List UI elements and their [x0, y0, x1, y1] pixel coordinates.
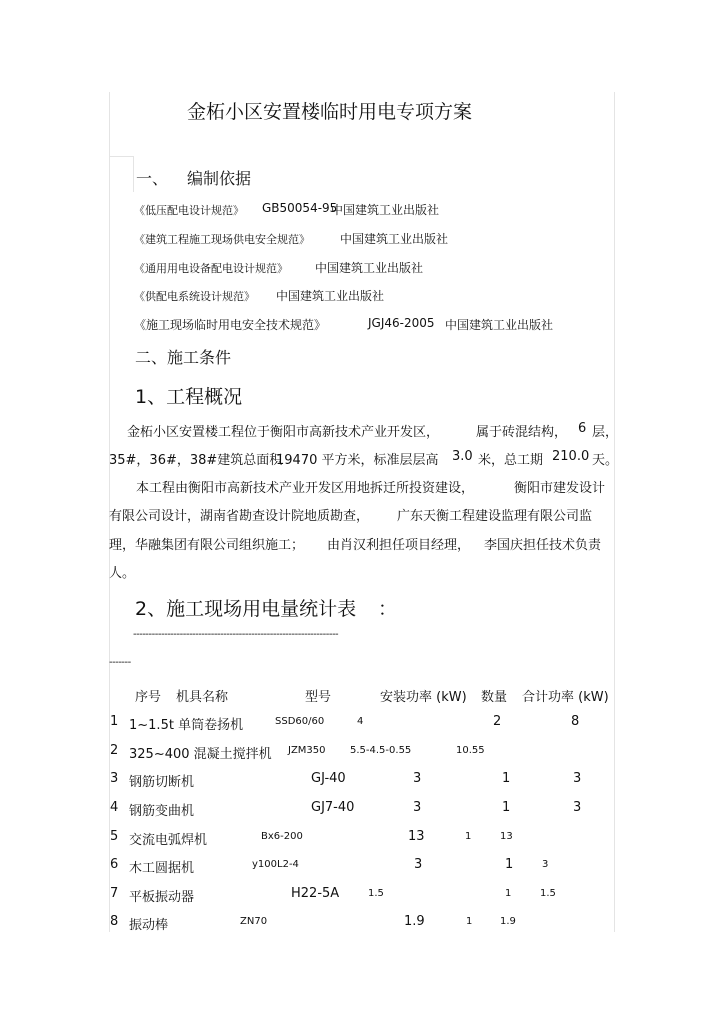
section-divider-tick: [133, 156, 134, 192]
table-row-model: SSD60/60: [275, 716, 325, 727]
ref-1-name: 《低压配电设计规范》: [134, 204, 244, 217]
header-total: 合计功率 (kW): [522, 690, 609, 705]
header-model: 型号: [305, 690, 332, 705]
ref-4-name: 《供配电系统设计规范》: [134, 290, 255, 303]
table-row-name: 振动棒: [129, 918, 169, 933]
ref-5-publisher: 中国建筑工业出版社: [445, 318, 554, 332]
table-row-qty: 1: [465, 831, 472, 842]
table-row-total: 10.55: [456, 745, 485, 756]
para2-line3b: 由肖汉利担任项目经理，: [327, 538, 471, 553]
para1-line2c: 3.0: [452, 449, 473, 464]
table-row-qty: 1: [502, 800, 511, 815]
dash-line-2: -------: [109, 657, 131, 668]
table-row-power: 1.9: [404, 914, 425, 929]
section2-heading: 二、施工条件: [135, 348, 232, 367]
para1-line2d: 米，总工期: [478, 453, 544, 468]
table-row-qty: 2: [493, 714, 502, 729]
header-power: 安装功率 (kW): [380, 690, 467, 705]
page-border-right: [614, 92, 615, 932]
table-row-power: 3: [414, 857, 423, 872]
header-no: 序号: [135, 690, 162, 705]
table-row-model: ZN70: [240, 916, 268, 927]
table-row-name: 钢筋切断机: [129, 775, 195, 790]
para1-line1: 金柘小区安置楼工程位于衡阳市高新技术产业开发区，: [127, 425, 440, 440]
table-row-model: GJ-40: [311, 771, 346, 786]
table-row-no: 3: [110, 771, 119, 786]
para1-line1b: 属于砖混结构，: [476, 425, 568, 440]
table-row-qty: 1: [505, 888, 512, 899]
table-row-model: H22-5A: [291, 886, 340, 901]
dash-line-1: ------------------------------------------------------------------: [133, 629, 339, 640]
table-row-total: 3: [573, 771, 582, 786]
table-row-name: 钢筋变曲机: [129, 804, 195, 819]
subsection-1-heading: 1、工程概况: [135, 386, 243, 408]
ref-1-publisher: 中国建筑工业出版社: [331, 203, 440, 217]
table-row-no: 1: [110, 714, 119, 729]
table-row-total: 1.9: [500, 916, 516, 927]
para1-line2e: 210.0: [552, 449, 590, 464]
ref-4-publisher: 中国建筑工业出版社: [276, 289, 385, 303]
section1-heading: 编制依据: [187, 169, 252, 188]
ref-1-code: GB50054-95: [262, 201, 338, 215]
table-row-model: y100L2-4: [252, 859, 299, 870]
table-row-power: 13: [408, 829, 425, 844]
ref-3-publisher: 中国建筑工业出版社: [315, 261, 424, 275]
para1-line2: 35#，36#，38#建筑总面积: [109, 453, 283, 468]
table-row-no: 6: [110, 857, 119, 872]
table-row-qty: 1: [505, 857, 514, 872]
para2-line3c: 李国庆担任技术负责: [484, 538, 602, 553]
para1-line2b: 19470 平方米，标准层层高: [276, 453, 439, 468]
table-row-name: 325~400 混凝土搅拌机: [129, 747, 272, 762]
header-qty: 数量: [481, 690, 508, 705]
ref-2-name: 《建筑工程施工现场供电安全规范》: [134, 233, 310, 246]
section-divider: [109, 156, 133, 157]
para1-line1d: 层，: [592, 425, 619, 440]
section1-number: 一、: [136, 169, 169, 188]
table-row-power: 3: [413, 800, 422, 815]
table-row-name: 平板振动器: [129, 890, 195, 905]
table-row-no: 8: [110, 914, 119, 929]
ref-3-name: 《通用用电设备配电设计规范》: [134, 262, 288, 275]
page-title: 金柘小区安置楼临时用电专项方案: [187, 101, 473, 123]
para2-line1: 本工程由衡阳市高新技术产业开发区用地拆迁所投资建设，: [136, 481, 475, 496]
table-row-model: Bx6-200: [261, 831, 303, 842]
table-row-power: 4: [357, 716, 364, 727]
table-row-name: 交流电弧焊机: [129, 833, 208, 848]
table-row-total: 13: [500, 831, 513, 842]
ref-5-code: JGJ46-2005: [368, 316, 435, 330]
table-row-qty: 1: [502, 771, 511, 786]
subsection-2-colon: ：: [378, 598, 398, 620]
para2-line4: 人。: [109, 566, 136, 581]
table-row-total: 8: [571, 714, 580, 729]
para2-line2: 有限公司设计，湖南省勘查设计院地质勘查，: [109, 509, 370, 524]
para1-line1c: 6: [578, 421, 587, 436]
table-row-no: 5: [110, 829, 119, 844]
ref-2-publisher: 中国建筑工业出版社: [340, 232, 449, 246]
table-row-total: 3: [542, 859, 549, 870]
table-row-power: 5.5-4.5-0.55: [350, 745, 412, 756]
subsection-2-heading: 2、施工现场用电量统计表: [135, 598, 357, 620]
para2-line2b: 广东天衡工程建设监理有限公司监: [397, 509, 593, 524]
para2-line1b: 衡阳市建发设计: [514, 481, 606, 496]
table-row-model: GJ7-40: [311, 800, 355, 815]
table-row-total: 3: [573, 800, 582, 815]
table-row-qty: 1: [466, 916, 473, 927]
ref-5-name: 《施工现场临时用电安全技术规范》: [134, 318, 327, 332]
table-row-power: 3: [413, 771, 422, 786]
table-row-name: 1~1.5t 单筒卷扬机: [129, 718, 244, 733]
table-row-name: 木工圆据机: [129, 861, 195, 876]
para1-line2f: 天。: [592, 453, 619, 468]
table-row-no: 7: [110, 886, 119, 901]
table-row-power: 1.5: [368, 888, 384, 899]
table-row-model: JZM350: [288, 745, 326, 756]
table-row-no: 2: [110, 743, 119, 758]
para2-line3: 理，华融集团有限公司组织施工；: [109, 538, 305, 553]
table-row-no: 4: [110, 800, 119, 815]
header-name: 机具名称: [176, 690, 229, 705]
table-row-total: 1.5: [540, 888, 556, 899]
